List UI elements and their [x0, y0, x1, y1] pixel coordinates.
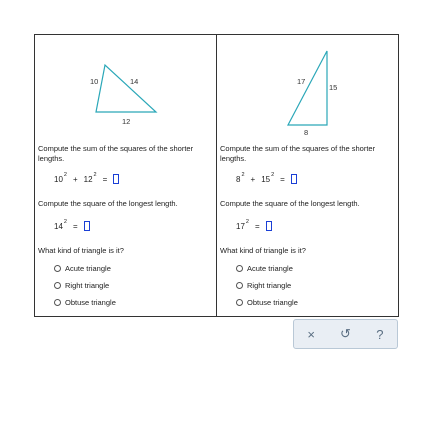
square-longest-equation — [54, 221, 90, 231]
square-longest-equation — [236, 221, 272, 231]
radio-icon[interactable] — [54, 299, 61, 306]
equals-sign: = — [280, 174, 285, 184]
option-right[interactable] — [236, 281, 291, 290]
prompt-sum-squares: Compute the sum of the squares of the shorter lengths. — [220, 144, 376, 163]
exponent: 2 — [63, 172, 67, 178]
side-label: 15 — [329, 83, 338, 92]
plus-sign: + — [250, 174, 256, 184]
option-label: Obtuse triangle — [247, 298, 298, 307]
radio-icon[interactable] — [54, 265, 61, 272]
answer-input[interactable] — [291, 174, 297, 184]
answer-input[interactable] — [113, 174, 119, 184]
option-acute[interactable] — [54, 264, 111, 273]
base: 12 — [83, 174, 93, 184]
answer-toolbar — [293, 319, 398, 349]
triangle-figure-left — [35, 35, 217, 145]
exponent: 2 — [245, 219, 249, 225]
side-label: 12 — [122, 117, 131, 126]
prompt-triangle-kind: What kind of triangle is it? — [220, 246, 306, 255]
option-right[interactable] — [54, 281, 109, 290]
left-problem — [35, 35, 217, 316]
exponent: 2 — [93, 172, 97, 178]
base: 14 — [54, 221, 63, 231]
exponent: 2 — [63, 219, 67, 225]
prompt-sum-squares: Compute the sum of the squares of the shorter lengths. — [38, 144, 194, 163]
exponent: 2 — [271, 172, 275, 178]
option-obtuse[interactable] — [54, 298, 116, 307]
exponent: 2 — [241, 172, 245, 178]
help-icon[interactable]: ? — [376, 326, 384, 342]
radio-icon[interactable] — [236, 282, 243, 289]
base: 17 — [236, 221, 245, 231]
answer-input[interactable] — [266, 221, 272, 231]
side-label: 10 — [90, 77, 99, 86]
plus-sign: + — [72, 174, 78, 184]
answer-input[interactable] — [84, 221, 90, 231]
base: 15 — [261, 174, 271, 184]
prompt-triangle-kind: What kind of triangle is it? — [38, 246, 124, 255]
option-acute[interactable] — [236, 264, 293, 273]
option-obtuse[interactable] — [236, 298, 298, 307]
option-label: Obtuse triangle — [65, 298, 116, 307]
equals-sign: = — [254, 221, 260, 231]
radio-icon[interactable] — [236, 265, 243, 272]
option-label: Acute triangle — [65, 264, 111, 273]
side-label: 8 — [304, 128, 309, 137]
equals-sign: = — [72, 221, 78, 231]
base: 10 — [54, 174, 63, 184]
right-problem — [217, 35, 398, 316]
undo-icon[interactable]: ↺ — [340, 326, 351, 341]
radio-icon[interactable] — [54, 282, 61, 289]
option-label: Acute triangle — [247, 264, 293, 273]
base: 8 — [236, 174, 241, 184]
prompt-square-longest: Compute the square of the longest length. — [220, 199, 360, 208]
sum-squares-equation — [54, 174, 119, 184]
option-label: Right triangle — [247, 281, 292, 290]
prompt-square-longest: Compute the square of the longest length. — [38, 199, 178, 208]
option-label: Right triangle — [65, 281, 110, 290]
equals-sign: = — [102, 174, 108, 184]
side-label: 17 — [297, 77, 306, 86]
sum-squares-equation — [236, 174, 297, 184]
side-label: 14 — [130, 77, 139, 86]
radio-icon[interactable] — [236, 299, 243, 306]
question-table — [34, 34, 399, 317]
clear-icon[interactable]: × — [307, 326, 315, 342]
